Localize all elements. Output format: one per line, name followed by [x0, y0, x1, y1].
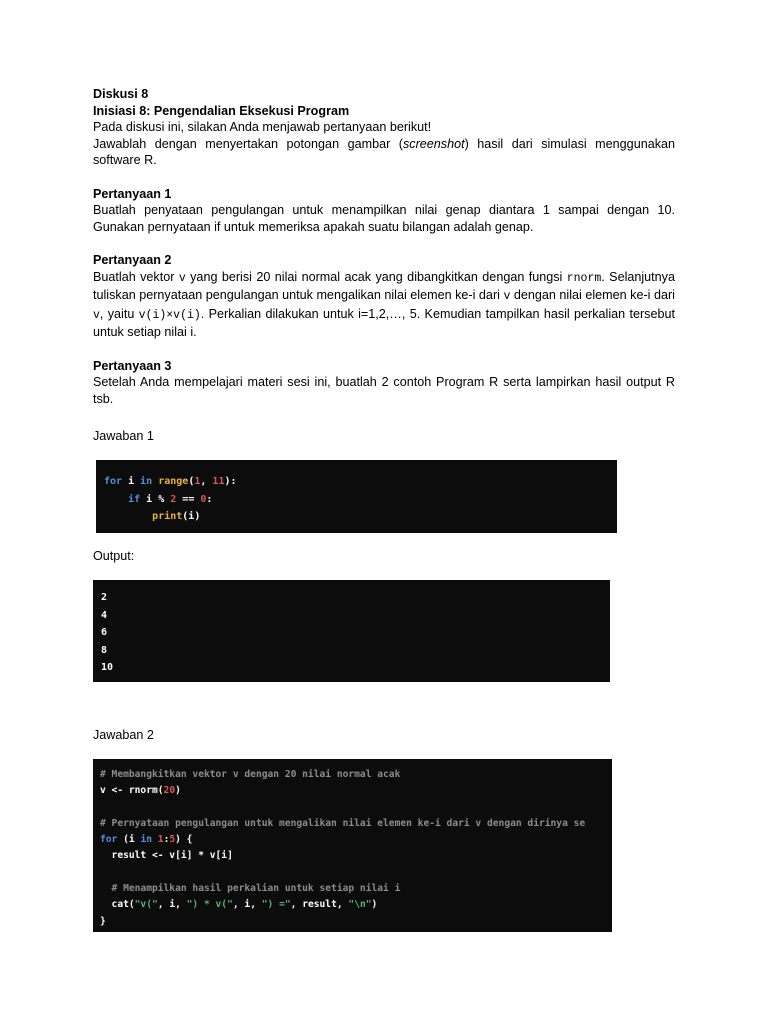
- q2-text: , yaitu: [99, 306, 139, 321]
- output-line: 8: [101, 644, 108, 656]
- output-label: Output:: [93, 549, 135, 563]
- intro-line-1: Pada diskusi ini, silakan Anda menjawab pertanyaan berikut!: [93, 120, 432, 135]
- code-token: # Menampilkan hasil perkalian untuk setiap nilai i: [100, 883, 401, 895]
- code-token: v <- rnorm(: [100, 785, 164, 797]
- code-token: # Membangkitkan vektor v dengan 20 nilai normal acak: [100, 769, 401, 780]
- code-token: 11: [212, 476, 225, 487]
- question-3-heading: Pertanyaan 3: [93, 358, 172, 373]
- document-subtitle: Inisiasi 8: Pengendalian Eksekusi Program: [93, 103, 350, 118]
- code-token: , i,: [232, 899, 262, 911]
- code-token: (i): [182, 511, 201, 522]
- output-line: 10: [101, 662, 114, 673]
- question-1-heading: Pertanyaan 1: [93, 186, 172, 201]
- code-token: ==: [176, 493, 201, 505]
- code-token: for: [100, 834, 118, 846]
- code-token: for: [104, 476, 123, 487]
- inline-code: v: [503, 290, 511, 304]
- intro-text: Jawablah dengan menyertakan potongan gambar (: [93, 136, 403, 151]
- code-token: ,: [200, 476, 213, 487]
- code-token: ):: [224, 476, 237, 487]
- code-token: (i: [117, 834, 141, 846]
- code-token: 1: [157, 834, 164, 846]
- code-token: result <- v[i] * v[i]: [100, 850, 233, 862]
- code-token: in: [140, 476, 153, 487]
- output-line: 2: [101, 592, 108, 603]
- question-2-text: [93, 269, 675, 341]
- q2-text: dengan nilai elemen ke-i dari: [510, 288, 675, 303]
- code-line: [100, 881, 612, 897]
- code-line: [100, 832, 612, 848]
- code-token: :: [206, 493, 213, 505]
- code-token: in: [140, 834, 152, 846]
- question-3-text: Setelah Anda mempelajari materi sesi ini, buatlah 2 contoh Program R serta lampirkan hasil output R tsb.: [93, 375, 675, 406]
- code-token: :: [163, 834, 170, 846]
- code-token: cat(: [100, 899, 135, 911]
- code-token: [100, 802, 106, 813]
- intro-italic: screenshot: [402, 136, 465, 151]
- code-line: [104, 508, 617, 526]
- document-title: Diskusi 8: [93, 87, 149, 101]
- document-body: [93, 86, 675, 407]
- code-token: 5: [169, 834, 176, 846]
- q2-text: yang berisi 20 nilai normal acak yang dibangkitkan dengan fungsi: [185, 269, 567, 284]
- code-token: , result,: [290, 899, 349, 911]
- inline-code: v: [93, 308, 100, 322]
- code-token: 20: [163, 785, 176, 797]
- q2-text: . Perkalian dilakukan untuk i=1,2,…, 5. Kemudian tampilkan hasil perkalian tersebut untuk setiap nilai i.: [93, 306, 675, 340]
- q2-text: . Selanjutnya tuliskan pernyataan pengulangan untuk mengalikan nilai elemen ke-i dari: [93, 269, 675, 303]
- code-line: [100, 848, 612, 864]
- code-line: [100, 865, 612, 881]
- inline-code: rnorm: [566, 271, 602, 285]
- output-line: 4: [101, 609, 108, 621]
- code-token: i %: [140, 493, 171, 505]
- output-screenshot-answer-1: [93, 580, 610, 682]
- code-token: 1: [194, 476, 201, 487]
- code-token: ") =": [261, 899, 291, 911]
- code-screenshot-answer-1: [96, 460, 617, 533]
- code-line: [100, 800, 612, 816]
- code-line: [100, 816, 612, 832]
- code-token: "\n": [348, 899, 372, 911]
- code-token: [100, 867, 106, 878]
- code-line: [104, 491, 617, 509]
- answer-2-label: Jawaban 2: [93, 728, 154, 742]
- code-token: "v(": [134, 899, 158, 911]
- code-token: print: [152, 511, 183, 522]
- answer-1-label: Jawaban 1: [93, 429, 154, 443]
- intro-text: ) hasil dari simulasi menggunakan software R.: [93, 136, 676, 168]
- code-token: if: [128, 493, 141, 505]
- question-1-text: Buatlah penyataan pengulangan untuk menampilkan nilai genap diantara 1 sampai dengan 10. Gunakan pernyataan if untuk memeriksa apakah suatu bilangan adalah genap.: [93, 203, 675, 234]
- code-line: [100, 767, 612, 783]
- code-token: 2: [170, 493, 177, 505]
- code-line: [100, 783, 612, 799]
- code-token: (: [188, 476, 195, 487]
- q2-text: Buatlah vektor: [93, 269, 179, 284]
- code-token: # Pernyataan pengulangan untuk mengalikan nilai elemen ke-i dari v dengan dirinya se: [100, 817, 586, 829]
- output-line: 6: [101, 627, 108, 638]
- code-token: ") * v(": [186, 899, 233, 911]
- intro-line-2: [93, 136, 675, 169]
- code-line: [104, 473, 617, 491]
- code-token: ): [175, 785, 181, 797]
- code-token: i: [122, 476, 141, 487]
- code-token: [104, 494, 128, 505]
- code-token: }: [100, 915, 106, 927]
- inline-code: v: [178, 271, 186, 285]
- code-token: range: [158, 476, 189, 487]
- inline-code: v(i)×v(i): [138, 308, 201, 322]
- code-line: [100, 897, 612, 913]
- code-token: , i,: [157, 899, 187, 911]
- code-screenshot-answer-2: [93, 759, 612, 932]
- question-2-heading: Pertanyaan 2: [93, 252, 172, 267]
- code-token: [104, 511, 152, 522]
- code-token: ) {: [175, 834, 193, 846]
- code-line: [100, 914, 612, 930]
- code-token: ): [371, 899, 378, 911]
- code-token: 0: [200, 493, 207, 505]
